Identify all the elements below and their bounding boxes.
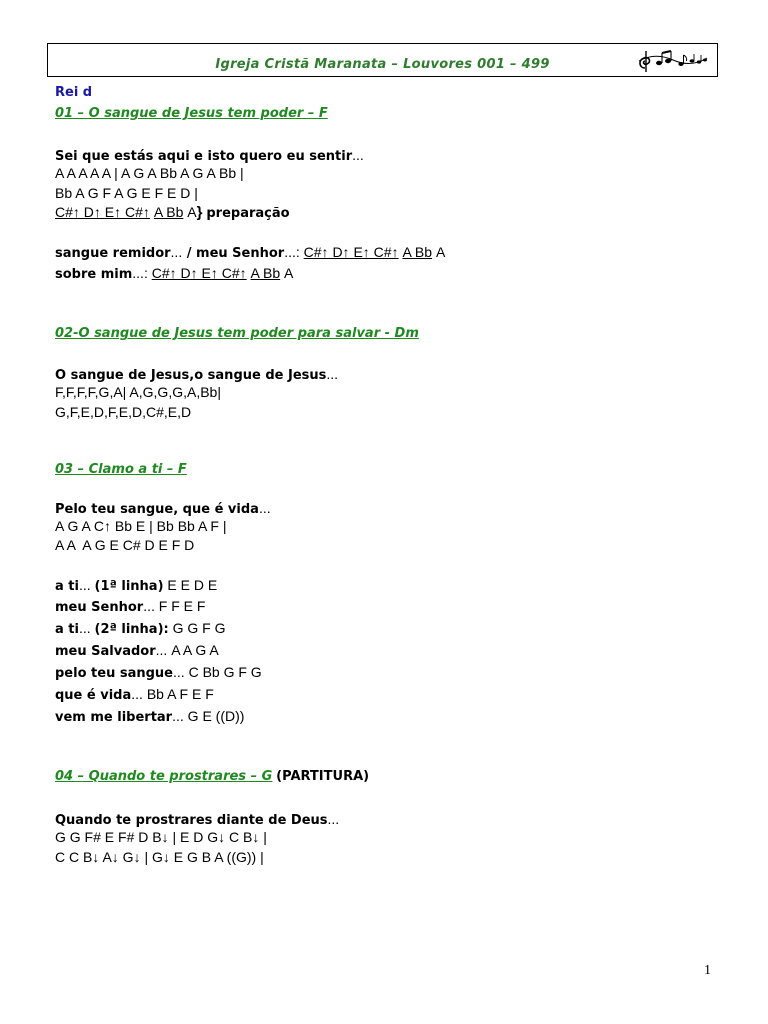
song-04-notes-1: G G F# E F# D B↓ | E D G↓ C B↓ | xyxy=(55,829,267,845)
song-02-notes-2: G,F,E,D,F,E,D,C#,E,D xyxy=(55,404,192,420)
song-03-lyric: Pelo teu sangue, que é vida... xyxy=(55,500,271,517)
song-03-notes-1: A G A C↑ Bb E | Bb Bb A F | xyxy=(55,518,227,534)
song-01-refrain-2: sobre mim...: C#↑ D↑ E↑ C#↑ A Bb A xyxy=(55,265,294,282)
song-04-title: 04 – Quando te prostrares – G (PARTITURA) xyxy=(55,769,370,784)
header-title: Igreja Cristã Maranata – Louvores 001 – 499 xyxy=(215,57,550,72)
music-notes-icon xyxy=(635,48,711,74)
song-03-refrain-4: meu Salvador... A A G A xyxy=(55,642,219,659)
song-02-title: 02-O sangue de Jesus tem poder para salvar - Dm xyxy=(55,326,419,341)
song-03-refrain-2: meu Senhor... F F E F xyxy=(55,598,206,615)
song-04-notes-2: C C B↓ A↓ G↓ | G↓ E G B A ((G)) | xyxy=(55,849,264,865)
song-03-title: 03 – Clamo a ti – F xyxy=(55,462,187,477)
song-03-notes-2: A A A G E C# D E F D xyxy=(55,537,195,553)
song-03-refrain-5: pelo teu sangue... C Bb G F G xyxy=(55,664,262,681)
song-02-lyric: O sangue de Jesus,o sangue de Jesus... xyxy=(55,366,339,383)
song-03-refrain-7: vem me libertar... G E ((D)) xyxy=(55,708,245,725)
song-01-notes-1: A A A A A | A G A Bb A G A Bb | xyxy=(55,165,244,181)
partitura-label: (PARTITURA) xyxy=(276,769,370,784)
song-04-lyric: Quando te prostrares diante de Deus... xyxy=(55,811,340,828)
song-02-notes-1: F,F,F,F,G,A| A,G,G,G,A,Bb| xyxy=(55,384,221,400)
song-03-refrain-6: que é vida... Bb A F E F xyxy=(55,686,214,703)
song-01-notes-2: Bb A G F A G E F E D | xyxy=(55,185,198,201)
page-header xyxy=(47,43,718,77)
song-01-preparation: C#↑ D↑ E↑ C#↑ A Bb A} preparação xyxy=(55,204,290,221)
song-01-title: 01 – O sangue de Jesus tem poder – F xyxy=(55,106,328,121)
song-01-lyric: Sei que estás aqui e isto quero eu sentir... xyxy=(55,147,364,164)
song-03-refrain-3: a ti... (2ª linha): G G F G xyxy=(55,620,226,637)
song-03-refrain-1: a ti... (1ª linha) E E D E xyxy=(55,577,218,594)
page-number: 1 xyxy=(704,963,711,978)
rei-text: Rei d xyxy=(55,85,93,100)
rei-label xyxy=(55,82,92,102)
song-01-refrain-1: sangue remidor... / meu Senhor...: C#↑ D↑ E↑ C#↑ A Bb A xyxy=(55,244,446,261)
